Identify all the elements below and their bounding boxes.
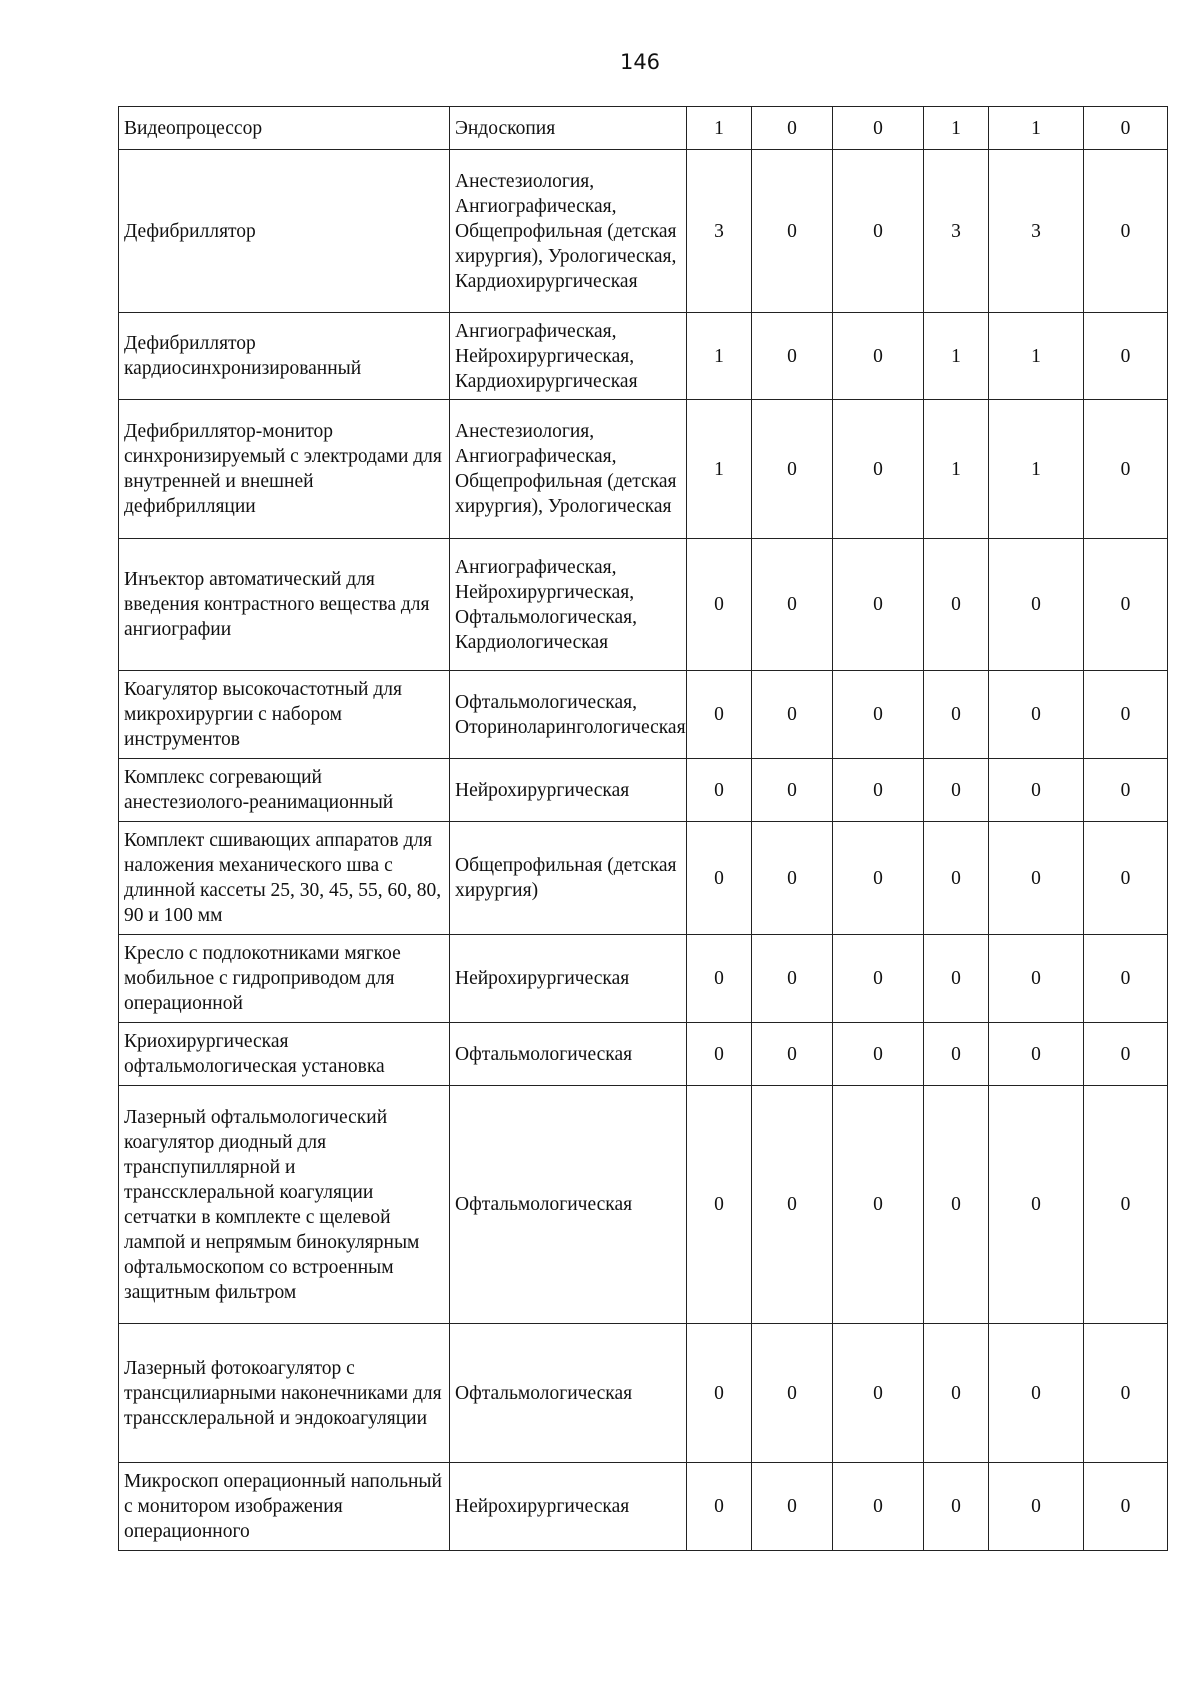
- quantity-cell: 0: [687, 1324, 752, 1463]
- quantity-cell: 1: [989, 400, 1084, 539]
- quantity-cell: 0: [924, 822, 989, 935]
- quantity-cell: 0: [687, 539, 752, 671]
- page-number: 146: [619, 50, 661, 74]
- quantity-cell: 0: [687, 759, 752, 822]
- quantity-cell: 0: [1084, 313, 1168, 400]
- quantity-cell: 0: [1084, 759, 1168, 822]
- quantity-cell: 0: [833, 759, 924, 822]
- quantity-cell: 0: [989, 539, 1084, 671]
- table-row: [119, 759, 1168, 822]
- department-cell: Офтальмологическая: [450, 1023, 687, 1086]
- quantity-cell: 0: [989, 935, 1084, 1023]
- department-cell: Нейрохирургическая: [450, 1463, 687, 1551]
- table-row: [119, 1463, 1168, 1551]
- quantity-cell: 0: [687, 935, 752, 1023]
- quantity-cell: 0: [833, 1023, 924, 1086]
- quantity-cell: 0: [687, 671, 752, 759]
- quantity-cell: 0: [1084, 935, 1168, 1023]
- quantity-cell: 0: [924, 1023, 989, 1086]
- quantity-cell: 0: [752, 1086, 833, 1324]
- quantity-cell: 0: [1084, 107, 1168, 150]
- department-cell: Анестезиология, Ангиографическая, Общепрофильная (детская хирургия), Урологическая: [450, 400, 687, 539]
- quantity-cell: 0: [1084, 1023, 1168, 1086]
- quantity-cell: 0: [1084, 1086, 1168, 1324]
- quantity-cell: 0: [1084, 1463, 1168, 1551]
- equipment-name-cell: Комплект сшивающих аппаратов для наложения механического шва с длинной кассеты 25, 30, 45, 55, 60, 80, 90 и 100 мм: [119, 822, 450, 935]
- quantity-cell: 0: [1084, 1324, 1168, 1463]
- quantity-cell: 1: [924, 313, 989, 400]
- quantity-cell: 0: [833, 107, 924, 150]
- quantity-cell: 1: [924, 400, 989, 539]
- quantity-cell: 0: [924, 539, 989, 671]
- equipment-name-cell: Дефибриллятор-монитор синхронизируемый с электродами для внутренней и внешней дефибрилляции: [119, 400, 450, 539]
- quantity-cell: 0: [989, 1086, 1084, 1324]
- table-row: [119, 313, 1168, 400]
- quantity-cell: 1: [989, 107, 1084, 150]
- quantity-cell: 0: [752, 150, 833, 313]
- quantity-cell: 0: [752, 671, 833, 759]
- quantity-cell: 0: [833, 1324, 924, 1463]
- quantity-cell: 0: [833, 539, 924, 671]
- equipment-table: [118, 106, 1168, 1551]
- quantity-cell: 0: [989, 1463, 1084, 1551]
- quantity-cell: 3: [989, 150, 1084, 313]
- quantity-cell: 0: [989, 822, 1084, 935]
- department-cell: Общепрофильная (детская хирургия): [450, 822, 687, 935]
- quantity-cell: 0: [833, 822, 924, 935]
- equipment-name-cell: Микроскоп операционный напольный с монитором изображения операционного: [119, 1463, 450, 1551]
- equipment-name-cell: Дефибриллятор: [119, 150, 450, 313]
- quantity-cell: 0: [989, 1023, 1084, 1086]
- quantity-cell: 0: [752, 935, 833, 1023]
- quantity-cell: 1: [687, 313, 752, 400]
- equipment-name-cell: Лазерный офтальмологический коагулятор диодный для транспупиллярной и транссклеральной коагуляции сетчатки в комплекте с щелевой лампой и непрямым бинокулярным офтальмоскопом со встроенным защитным фильтром: [119, 1086, 450, 1324]
- quantity-cell: 0: [752, 822, 833, 935]
- quantity-cell: 0: [687, 1023, 752, 1086]
- quantity-cell: 0: [924, 671, 989, 759]
- quantity-cell: 3: [687, 150, 752, 313]
- quantity-cell: 0: [924, 1463, 989, 1551]
- table-row: [119, 150, 1168, 313]
- quantity-cell: 0: [752, 539, 833, 671]
- department-cell: Анестезиология, Ангиографическая, Общепрофильная (детская хирургия), Урологическая, Кардиохирургическая: [450, 150, 687, 313]
- quantity-cell: 0: [833, 400, 924, 539]
- quantity-cell: 0: [924, 935, 989, 1023]
- department-cell: Ангиографическая, Нейрохирургическая, Кардиохирургическая: [450, 313, 687, 400]
- equipment-name-cell: Коагулятор высокочастотный для микрохирургии с набором инструментов: [119, 671, 450, 759]
- quantity-cell: 0: [833, 313, 924, 400]
- table-row: [119, 1324, 1168, 1463]
- department-cell: Эндоскопия: [450, 107, 687, 150]
- equipment-name-cell: Криохирургическая офтальмологическая установка: [119, 1023, 450, 1086]
- quantity-cell: 0: [833, 935, 924, 1023]
- equipment-name-cell: Комплекс согревающий анестезиолого-реанимационный: [119, 759, 450, 822]
- equipment-name-cell: Дефибриллятор кардиосинхронизированный: [119, 313, 450, 400]
- quantity-cell: 0: [989, 671, 1084, 759]
- department-cell: Ангиографическая, Нейрохирургическая, Офтальмологическая, Кардиологическая: [450, 539, 687, 671]
- department-cell: Офтальмологическая: [450, 1324, 687, 1463]
- department-cell: Офтальмологическая, Оториноларингологическая: [450, 671, 687, 759]
- quantity-cell: 0: [833, 1463, 924, 1551]
- quantity-cell: 1: [687, 107, 752, 150]
- department-cell: Офтальмологическая: [450, 1086, 687, 1324]
- quantity-cell: 1: [924, 107, 989, 150]
- quantity-cell: 0: [752, 1463, 833, 1551]
- quantity-cell: 0: [752, 759, 833, 822]
- table-row: [119, 822, 1168, 935]
- table-row: [119, 1023, 1168, 1086]
- department-cell: Нейрохирургическая: [450, 759, 687, 822]
- quantity-cell: 0: [924, 1086, 989, 1324]
- quantity-cell: 0: [687, 1463, 752, 1551]
- quantity-cell: 0: [989, 1324, 1084, 1463]
- table-row: [119, 1086, 1168, 1324]
- quantity-cell: 0: [1084, 671, 1168, 759]
- quantity-cell: 0: [687, 822, 752, 935]
- quantity-cell: 0: [752, 107, 833, 150]
- table-row: [119, 539, 1168, 671]
- equipment-name-cell: Инъектор автоматический для введения контрастного вещества для ангиографии: [119, 539, 450, 671]
- quantity-cell: 0: [924, 759, 989, 822]
- quantity-cell: 0: [833, 150, 924, 313]
- quantity-cell: 0: [752, 1023, 833, 1086]
- quantity-cell: 0: [833, 1086, 924, 1324]
- quantity-cell: 0: [833, 671, 924, 759]
- quantity-cell: 1: [687, 400, 752, 539]
- quantity-cell: 3: [924, 150, 989, 313]
- quantity-cell: 0: [687, 1086, 752, 1324]
- department-cell: Нейрохирургическая: [450, 935, 687, 1023]
- quantity-cell: 0: [752, 400, 833, 539]
- equipment-name-cell: Кресло с подлокотниками мягкое мобильное с гидроприводом для операционной: [119, 935, 450, 1023]
- equipment-name-cell: Видеопроцессор: [119, 107, 450, 150]
- quantity-cell: 0: [989, 759, 1084, 822]
- quantity-cell: 1: [989, 313, 1084, 400]
- table-row: [119, 935, 1168, 1023]
- quantity-cell: 0: [1084, 400, 1168, 539]
- quantity-cell: 0: [1084, 150, 1168, 313]
- table-row: [119, 400, 1168, 539]
- quantity-cell: 0: [924, 1324, 989, 1463]
- quantity-cell: 0: [1084, 539, 1168, 671]
- table-row: [119, 107, 1168, 150]
- equipment-name-cell: Лазерный фотокоагулятор с трансцилиарными наконечниками для транссклеральной и эндокоагуляции: [119, 1324, 450, 1463]
- quantity-cell: 0: [752, 1324, 833, 1463]
- quantity-cell: 0: [1084, 822, 1168, 935]
- table-row: [119, 671, 1168, 759]
- quantity-cell: 0: [752, 313, 833, 400]
